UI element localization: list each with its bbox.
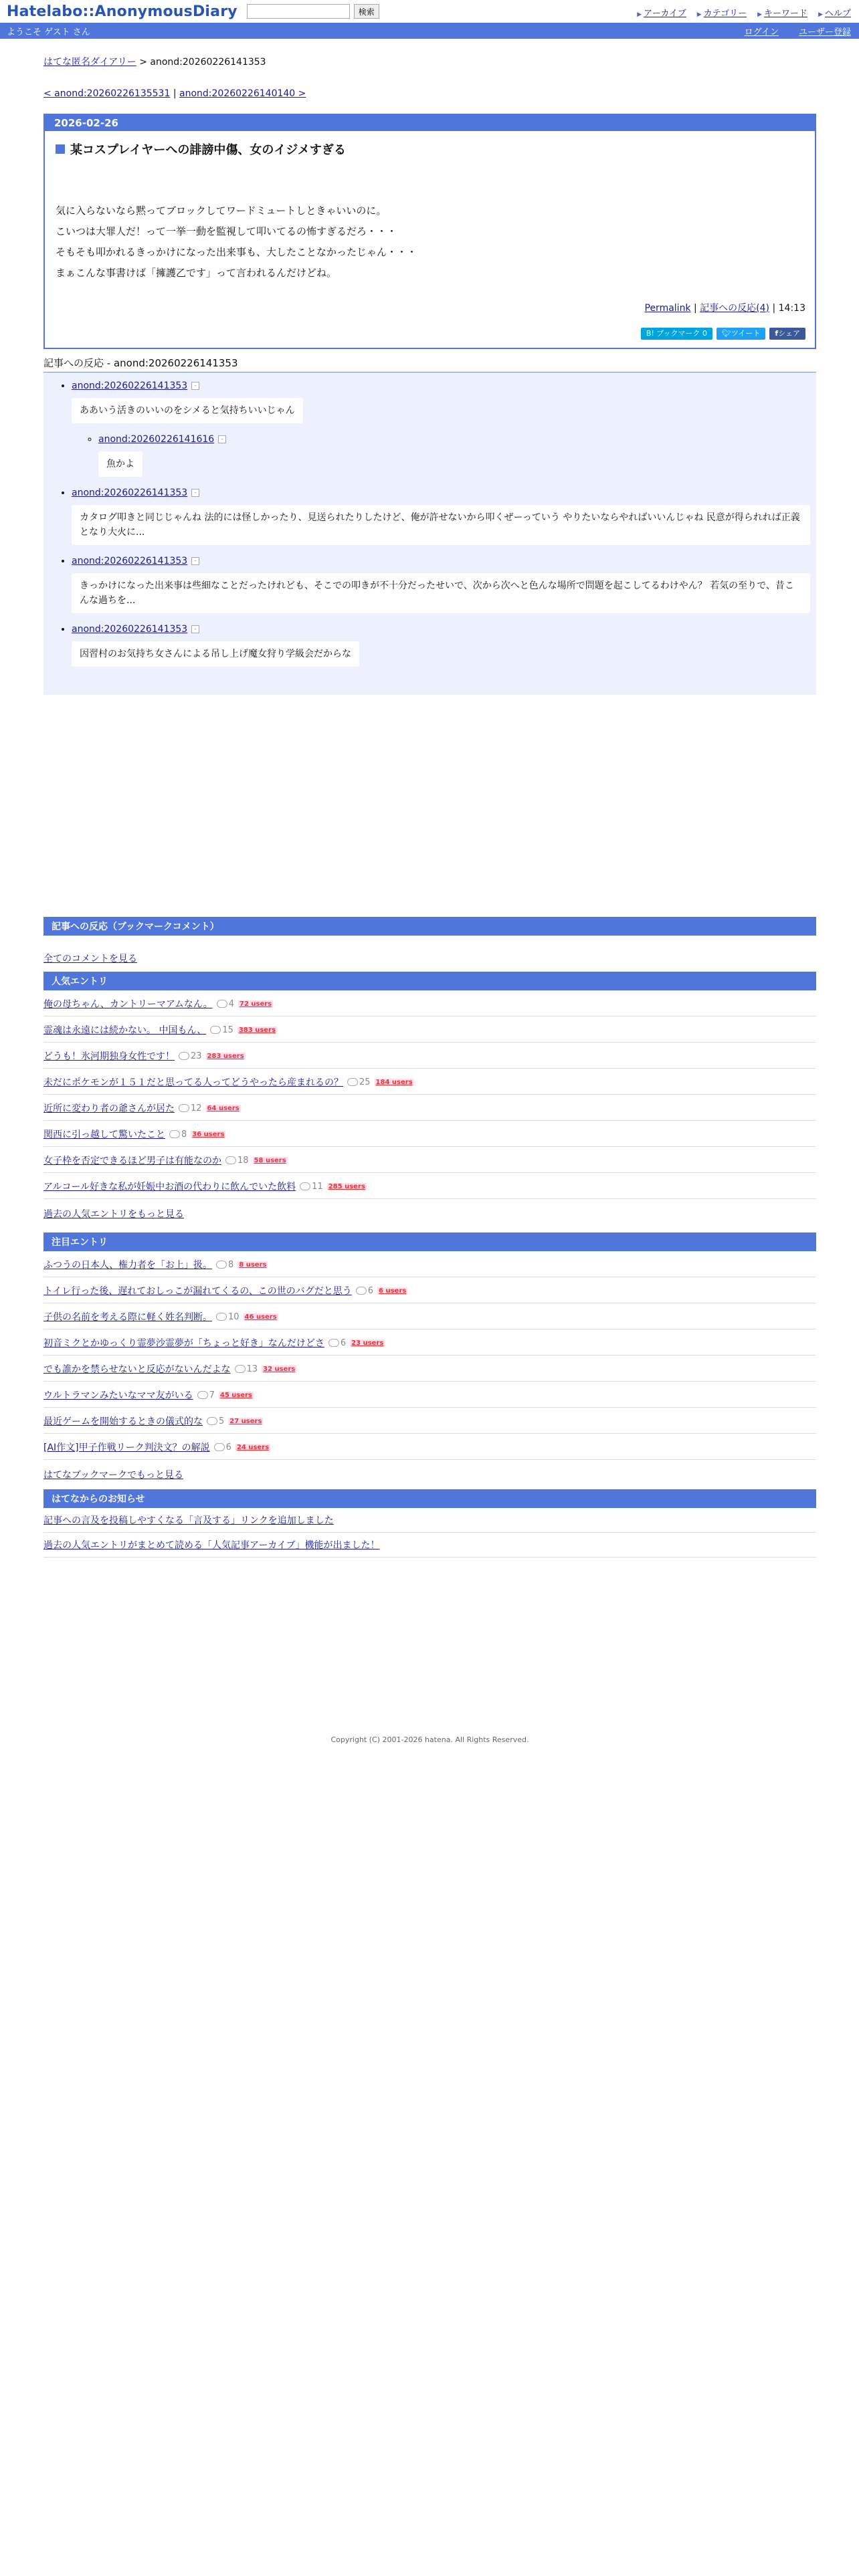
response-text: カタログ叩きと同じじゃんね 法的には怪しかったり、見送られたりしたけど、俺が許せないから叩くぜーっていう やりたいならやればいいんじゃね 民意が得られれば正義となり大火に... <box>72 505 810 545</box>
response-link[interactable]: • anond:20260226141353 <box>72 556 188 566</box>
response-link[interactable]: ◦ anond:20260226141616 <box>98 434 215 445</box>
site-logo[interactable]: Hatelabo::AnonymousDiary <box>7 3 237 20</box>
comment-bubble-icon <box>225 1156 236 1164</box>
entry-date: 2026-02-26 <box>45 115 815 131</box>
entry-link[interactable]: 霊魂は永遠には続かない。 中国もん、 <box>43 1025 207 1036</box>
title-square-icon <box>56 144 65 154</box>
facebook-share-label: シェア <box>778 329 800 338</box>
entry-list-item <box>43 1434 816 1460</box>
bookmark-users-badge[interactable]: 36 users <box>192 1130 225 1138</box>
toggle-icon[interactable]: - <box>191 382 199 390</box>
comment-bubble-icon <box>347 1078 358 1086</box>
entry-list-item <box>43 1173 816 1199</box>
responses-heading: 記事への反応 - anond:20260226141353 <box>43 356 816 372</box>
entry-line: こいつは大罪人だ！って一挙一動を監視して叩いてるの怖すぎるだろ・・・ <box>56 225 397 237</box>
notable-entries <box>43 1251 816 1460</box>
tweet-button[interactable] <box>717 328 765 340</box>
comment-count <box>210 1025 233 1035</box>
comment-count <box>300 1182 323 1192</box>
notice-link[interactable]: 記事への言及を投稿しやすくなる「言及する」リンクを追加しました <box>43 1508 816 1533</box>
response-item <box>72 488 816 554</box>
comment-bubble-icon <box>328 1339 339 1347</box>
entry-list-item <box>43 1408 816 1434</box>
breadcrumb-sep: > <box>139 57 147 68</box>
response-link[interactable]: • anond:20260226141353 <box>72 381 188 391</box>
comment-count <box>169 1130 187 1140</box>
entry-list-item <box>43 1251 816 1277</box>
bookmark-users-badge[interactable]: 72 users <box>239 1000 272 1008</box>
entry-list-item <box>43 1382 816 1408</box>
entry-link[interactable]: ウルトラマンみたいなママ友がいる <box>43 1390 193 1401</box>
entry-list-item <box>43 1095 816 1121</box>
breadcrumb-current: anond:20260226141353 <box>150 57 266 68</box>
nav-archive[interactable]: ▶ アーカイブ <box>637 6 686 19</box>
entry-list-item <box>43 1303 816 1329</box>
comment-count <box>179 1051 202 1061</box>
bookmark-users-badge[interactable]: 23 users <box>351 1339 384 1347</box>
comment-count-value: 6 <box>340 1337 347 1348</box>
permalink[interactable]: Permalink <box>644 303 691 314</box>
notices-heading: はてなからのお知らせ <box>43 1489 816 1508</box>
comment-bubble-icon <box>214 1443 225 1451</box>
entry-list-item <box>43 1356 816 1382</box>
comment-count <box>235 1364 258 1374</box>
login-link[interactable]: ログイン <box>744 27 779 37</box>
next-entry-link[interactable]: anond:20260226140140 > <box>179 88 306 99</box>
comment-count-value: 6 <box>367 1285 374 1296</box>
bookmark-comments-heading: 記事への反応（ブックマークコメント） <box>43 917 816 936</box>
response-text: ああいう活きのいいのをシメると気持ちいいじゃん <box>72 398 303 423</box>
comment-bubble-icon <box>300 1182 310 1190</box>
bookmark-users-badge[interactable]: 58 users <box>254 1156 286 1164</box>
comment-count-value: 8 <box>181 1129 187 1140</box>
comment-count-value: 6 <box>225 1442 231 1453</box>
entry-list-item <box>43 1329 816 1356</box>
entry-link[interactable]: 近所に変わり者の爺さんが居た <box>43 1103 175 1114</box>
entry-line: そもそも叩かれるきっかけになった出来事も、大したことなかったじゃん・・・ <box>56 246 417 258</box>
response-link[interactable]: • anond:20260226141353 <box>72 624 188 635</box>
comment-count-value: 13 <box>246 1364 258 1374</box>
response-item <box>72 556 816 623</box>
toggle-icon[interactable]: - <box>191 625 199 633</box>
comment-count-value: 11 <box>312 1181 323 1192</box>
search-button[interactable]: 検索 <box>354 4 379 19</box>
bookmark-users-badge[interactable]: 184 users <box>375 1078 413 1086</box>
notable-entries-heading: 注目エントリ <box>43 1232 816 1251</box>
entry-link[interactable]: 俺の母ちゃん、カントリーマアムなん。 <box>43 999 213 1010</box>
bookmark-users-badge[interactable]: 64 users <box>207 1104 240 1112</box>
entry-line: まぁこんな事書けば「擁護乙です」って言われるんだけどね。 <box>56 267 337 279</box>
reactions-link[interactable]: 記事への反応(4) <box>700 303 770 314</box>
entry-link[interactable]: でも誰かを禁らせないと反応がないんだよな <box>43 1364 231 1375</box>
breadcrumb <box>43 55 816 68</box>
user-bar <box>0 23 859 39</box>
toggle-icon[interactable]: - <box>191 557 199 565</box>
comment-count <box>214 1442 231 1453</box>
response-link[interactable]: • anond:20260226141353 <box>72 488 188 498</box>
entry-link[interactable]: 子供の名前を考える際に軽く姓名判断。 <box>43 1312 212 1323</box>
entry-list-item <box>43 1277 816 1303</box>
entry-list-item <box>43 1121 816 1147</box>
entry-link[interactable]: トイレ行った後、遅れておしっこが漏れてくるの、この世のバグだと思う <box>43 1286 352 1297</box>
bookmark-users-badge[interactable]: 383 users <box>238 1026 276 1034</box>
facebook-icon: f <box>775 329 779 338</box>
response-text: 因習村のお気持ち女さんによる吊し上げ魔女狩り学級会だからな <box>72 641 359 667</box>
bookmark-users-badge[interactable]: 27 users <box>229 1417 262 1425</box>
facebook-share-button[interactable] <box>769 328 805 340</box>
comment-count <box>179 1103 202 1113</box>
response-text: きっかけになった出来事は些細なことだったけれども、そこでの叩きが不十分だったせいで、次から次へと色んな場所で問題を起こしてるわけやん？ 若気の至りで、昔こんな過ちを... <box>72 573 810 613</box>
tweet-label: ツイート <box>731 329 761 338</box>
entry-link[interactable]: 関西に引っ越して驚いたこと <box>43 1130 165 1140</box>
bookmark-users-badge[interactable]: 32 users <box>263 1365 296 1373</box>
entry-list-item <box>43 1016 816 1043</box>
top-nav <box>637 6 851 19</box>
comment-count-value: 5 <box>219 1416 225 1426</box>
comment-bubble-icon <box>235 1365 246 1373</box>
response-item <box>98 434 816 486</box>
entry-link[interactable]: 最近ゲームを開始するときの儀式的な <box>43 1416 203 1427</box>
entry-list-item <box>43 1069 816 1095</box>
comment-count <box>356 1286 373 1296</box>
entry-list-item <box>43 1147 816 1173</box>
entry-link[interactable]: どうも！氷河期独身女性です！ <box>43 1051 175 1062</box>
welcome-text: ようこそ ゲスト さん <box>7 27 90 37</box>
entry-list-item <box>43 990 816 1016</box>
comment-bubble-icon <box>169 1130 180 1138</box>
nav-keyword[interactable]: ▶ キーワード <box>757 6 807 19</box>
comment-bubble-icon <box>179 1104 189 1112</box>
hatena-bookmark-button[interactable]: B! ブックマーク 0 <box>641 328 712 340</box>
comment-count <box>225 1156 249 1166</box>
toggle-icon[interactable]: - <box>191 489 199 497</box>
comment-count-value: 10 <box>228 1311 240 1322</box>
comment-bubble-icon <box>217 1000 227 1008</box>
entry-link[interactable]: アルコール好きな私が妊娠中お酒の代わりに飲んでいた飲料 <box>43 1182 296 1192</box>
entry-link[interactable]: 初音ミクとかゆっくり霊夢沙霊夢が「ちょっと好き」なんだけどさ <box>43 1338 324 1349</box>
comment-count <box>216 1312 240 1322</box>
entry-link[interactable]: 未だにポケモンが１５１だと思ってる人ってどうやったら産まれるの？ <box>43 1077 343 1088</box>
comment-count <box>217 999 234 1009</box>
comment-count <box>328 1338 346 1348</box>
comment-count-value: 8 <box>228 1259 234 1270</box>
comment-bubble-icon <box>179 1052 189 1060</box>
site-header <box>0 0 859 23</box>
share-buttons <box>45 328 805 340</box>
popular-entries-heading: 人気エントリ <box>43 972 816 990</box>
comment-count <box>216 1260 233 1270</box>
comment-count-value: 4 <box>228 998 234 1009</box>
comment-bubble-icon <box>210 1026 221 1034</box>
comment-count-value: 15 <box>222 1025 233 1035</box>
response-item <box>72 381 816 486</box>
twitter-icon: 🐦︎ <box>722 329 731 338</box>
comment-bubble-icon <box>216 1261 227 1269</box>
register-link[interactable]: ユーザー登録 <box>798 27 851 37</box>
main-content <box>43 55 816 1744</box>
bookmark-users-badge[interactable]: 283 users <box>207 1052 244 1060</box>
responses-box <box>43 372 816 695</box>
toggle-icon[interactable]: - <box>218 435 226 443</box>
response-text: 魚かよ <box>98 451 142 477</box>
notice-link[interactable]: 過去の人気エントリがまとめて読める「人気記事アーカイブ」機能が出ました！ <box>43 1533 816 1558</box>
comment-count-value: 23 <box>191 1051 202 1061</box>
comment-bubble-icon <box>356 1287 367 1295</box>
prev-next-nav <box>43 88 816 99</box>
popular-entries <box>43 990 816 1199</box>
entry-line: 気に入らないなら黙ってブロックしてワードミュートしときゃいいのに。 <box>56 205 387 217</box>
bookmark-users-badge[interactable]: 24 users <box>236 1443 270 1451</box>
entry-body <box>56 201 815 284</box>
entry-time: 14:13 <box>778 303 805 314</box>
response-item <box>72 624 816 676</box>
more-popular-link[interactable]: 過去の人気エントリをもっと見る <box>43 1209 184 1220</box>
bookmark-users-badge[interactable]: 285 users <box>328 1182 365 1190</box>
bookmark-users-badge[interactable]: 46 users <box>244 1313 277 1321</box>
comment-count-value: 25 <box>359 1077 371 1087</box>
comment-count <box>207 1416 224 1426</box>
prev-next-sep: | <box>173 88 177 99</box>
nav-category[interactable]: ▶ カテゴリー <box>697 6 747 19</box>
all-comments-link[interactable]: 全てのコメントを見る <box>43 954 137 964</box>
more-bookmarks-link[interactable]: はてなブックマークでもっと見る <box>43 1470 184 1481</box>
entry-title-text: 某コスプレイヤーへの誹謗中傷、女のイジメすぎる <box>70 143 346 157</box>
comment-bubble-icon <box>216 1313 227 1321</box>
comment-count <box>347 1077 371 1087</box>
entry-list-item <box>43 1043 816 1069</box>
entry-link[interactable]: ふつうの日本人、権力者を「お上」扱。 <box>43 1260 212 1271</box>
comment-count-value: 7 <box>209 1390 215 1400</box>
bookmark-users-badge[interactable]: 6 users <box>379 1287 407 1295</box>
breadcrumb-root[interactable]: はてな匿名ダイアリー <box>43 57 136 68</box>
entry-link[interactable]: [AI作文]甲子作戦リーク判決文？の解説 <box>43 1442 210 1453</box>
comment-count <box>197 1390 215 1400</box>
comment-count-value: 12 <box>191 1103 202 1113</box>
comment-bubble-icon <box>197 1391 208 1399</box>
nav-help[interactable]: ▶ ヘルプ <box>818 6 851 19</box>
diary-entry <box>43 114 816 349</box>
prev-entry-link[interactable]: < anond:20260226135531 <box>43 88 171 99</box>
comment-bubble-icon <box>207 1417 217 1425</box>
entry-link[interactable]: 女子枠を否定できるほど男子は有能なのか <box>43 1156 221 1166</box>
bookmark-users-badge[interactable]: 8 users <box>239 1261 267 1269</box>
comment-count-value: 18 <box>237 1155 249 1166</box>
bookmark-users-badge[interactable]: 45 users <box>219 1391 253 1399</box>
entry-meta: Permalink | 記事への反応(4) | 14:13 <box>644 303 805 314</box>
footer-copyright: Copyright (C) 2001-2026 hatena. All Rights Reserved. <box>330 1735 529 1744</box>
entry-title <box>56 140 815 158</box>
search-input[interactable] <box>247 4 350 19</box>
